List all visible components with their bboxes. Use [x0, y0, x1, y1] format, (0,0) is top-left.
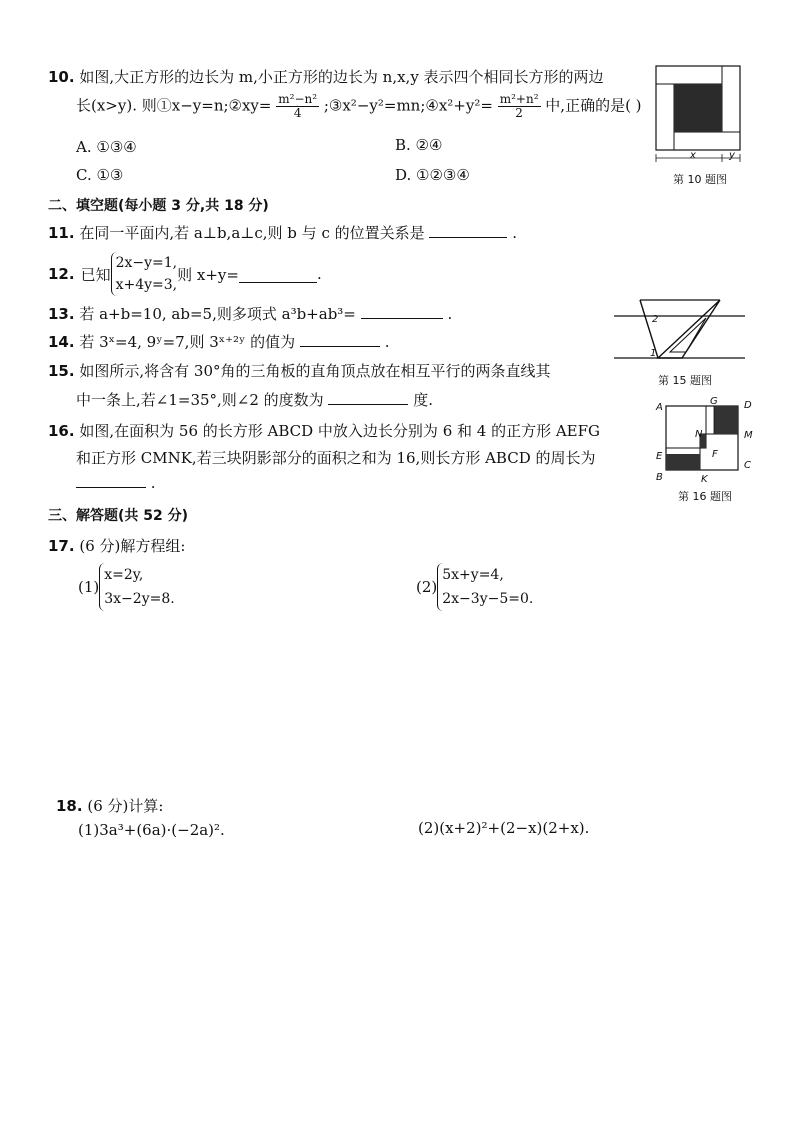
q15-figure-label-2: 2: [652, 314, 659, 325]
q18-number: 18.: [56, 797, 83, 815]
q16-answer-line: [76, 474, 156, 492]
q15-number: 15.: [48, 362, 75, 380]
q13-number: 13.: [48, 305, 75, 323]
q13-answer-blank[interactable]: [361, 318, 443, 319]
q14: [48, 331, 390, 352]
q12-end: .: [316, 265, 322, 283]
q18-part-1: (1)3a³+(6a)·(−2a)².: [78, 821, 225, 839]
q10-figure-caption: 第 10 题图: [673, 173, 727, 186]
q11-stem: 在同一平面内,若 a⊥b,a⊥c,则 b 与 c 的位置关系是: [79, 224, 425, 242]
q15-answer-blank[interactable]: [328, 404, 408, 405]
q14-number: 14.: [48, 333, 75, 351]
q17-part-1-equation-2: 3x−2y=8.: [104, 591, 175, 607]
fraction-denominator: 2: [515, 106, 523, 120]
q12-number: 12.: [48, 265, 75, 283]
q10-line1: [48, 66, 604, 87]
q10-stem-part-b: ;③x²−y²=mn;④x²+y²=: [323, 96, 493, 115]
q14-answer-blank[interactable]: [300, 346, 380, 347]
q13-stem: 若 a+b=10, ab=5,则多项式 a³b+ab³=: [79, 305, 356, 323]
q14-end: .: [384, 333, 390, 351]
q11-number: 11.: [48, 224, 75, 242]
q17-part-2-equation-2: 2x−3y−5=0.: [442, 591, 534, 607]
q15-figure-caption: 第 15 题图: [658, 374, 712, 387]
q12: [48, 252, 322, 296]
q11-end: .: [512, 224, 517, 242]
q10-stem-part-a: 长(x>y). 则①x−y=n;②xy=: [76, 96, 272, 115]
q11-answer-blank[interactable]: [429, 237, 507, 238]
q12-answer-blank[interactable]: [239, 266, 317, 283]
q10-figure-label-x: x: [690, 150, 696, 161]
q16-stem-line1: 如图,在面积为 56 的长方形 ABCD 中放入边长分别为 6 和 4 的正方形 AEFG: [79, 422, 601, 440]
q17-part-2-system: [437, 563, 533, 611]
q17-part-2-label: (2): [416, 578, 438, 596]
q10-fraction-1: [276, 93, 319, 120]
q17-number: 17.: [48, 537, 75, 555]
q16-answer-blank[interactable]: [76, 487, 146, 488]
fraction-numerator: m²−n²: [278, 92, 318, 106]
q16-figure-caption: 第 16 题图: [678, 490, 732, 503]
q10-stem-line1: 如图,大正方形的边长为 m,小正方形的边长为 n,x,y 表示四个相同长方形的两边: [79, 68, 604, 86]
q15-figure: [612, 296, 747, 368]
q10-option-a: A. ①③④: [76, 138, 137, 156]
q16-label-M: M: [744, 430, 753, 441]
q14-stem: 若 3ˣ=4, 9ʸ=7,则 3ˣ⁺²ʸ 的值为: [79, 333, 296, 351]
q10-number: 10.: [48, 68, 75, 86]
q10-line2: [76, 93, 642, 120]
q16-label-D: D: [744, 400, 752, 411]
q17-header: [48, 535, 185, 556]
q12-post: 则 x+y=: [177, 265, 239, 284]
q18-header: [56, 795, 163, 816]
q16-label-G: G: [710, 396, 718, 407]
q10-fraction-2: [498, 93, 541, 120]
q12-equation-2: x+4y=3,: [115, 277, 178, 293]
q18-part-2: (2)(x+2)²+(2−x)(2+x).: [418, 819, 590, 837]
q13: [48, 303, 452, 324]
q16-label-F: F: [712, 449, 718, 460]
fraction-denominator: 4: [293, 106, 302, 120]
q12-prefix: 已知: [80, 265, 111, 284]
q16-label-B: B: [656, 472, 663, 483]
q15-end: 度.: [413, 391, 434, 409]
q16-label-N: N: [695, 429, 703, 440]
section-2-heading: 二、填空题(每小题 3 分,共 18 分): [48, 198, 269, 214]
q17-part-1-system: [99, 563, 174, 611]
q15-stem-line1: 如图所示,将含有 30°角的三角板的直角顶点放在相互平行的两条直线其: [79, 362, 551, 380]
q17-part-1-label: (1): [78, 578, 100, 596]
q17-part-1-equation-1: x=2y,: [104, 567, 144, 583]
q16-label-C: C: [744, 460, 751, 471]
q12-equation-system: [111, 252, 178, 296]
q15-line1: [48, 360, 551, 381]
q10-stem-part-c: 中,正确的是( ): [545, 96, 642, 115]
q11: [48, 222, 517, 243]
q17-part-2-equation-1: 5x+y=4,: [442, 567, 504, 583]
q17-part-1: [78, 563, 175, 611]
q10-option-b: B. ②④: [395, 136, 443, 154]
q17-part-2: [416, 563, 533, 611]
q12-equation-1: 2x−y=1,: [115, 255, 178, 271]
q15-figure-label-1: 1: [650, 348, 657, 359]
q10-option-d: D. ①②③④: [395, 166, 470, 184]
q15-stem-line2: 中一条上,若∠1=35°,则∠2 的度数为: [76, 391, 324, 409]
q16-label-A: A: [656, 402, 663, 413]
q18-title: (6 分)计算:: [87, 797, 164, 815]
q16-number: 16.: [48, 422, 75, 440]
q16-line1: [48, 420, 600, 441]
q10-option-c: C. ①③: [76, 166, 124, 184]
fraction-numerator: m²+n²: [499, 92, 539, 106]
section-3-heading: 三、解答题(共 52 分): [48, 508, 189, 524]
q13-end: .: [447, 305, 453, 323]
q10-figure-label-y: y: [729, 150, 735, 161]
q15-line2: [76, 389, 433, 410]
q16-label-K: K: [701, 474, 708, 485]
q16-label-E: E: [656, 451, 663, 462]
q16-stem-line2: 和正方形 CMNK,若三块阴影部分的面积之和为 16,则长方形 ABCD 的周长为: [76, 449, 596, 467]
q16-end: .: [150, 474, 156, 492]
q17-title: (6 分)解方程组:: [79, 537, 186, 555]
